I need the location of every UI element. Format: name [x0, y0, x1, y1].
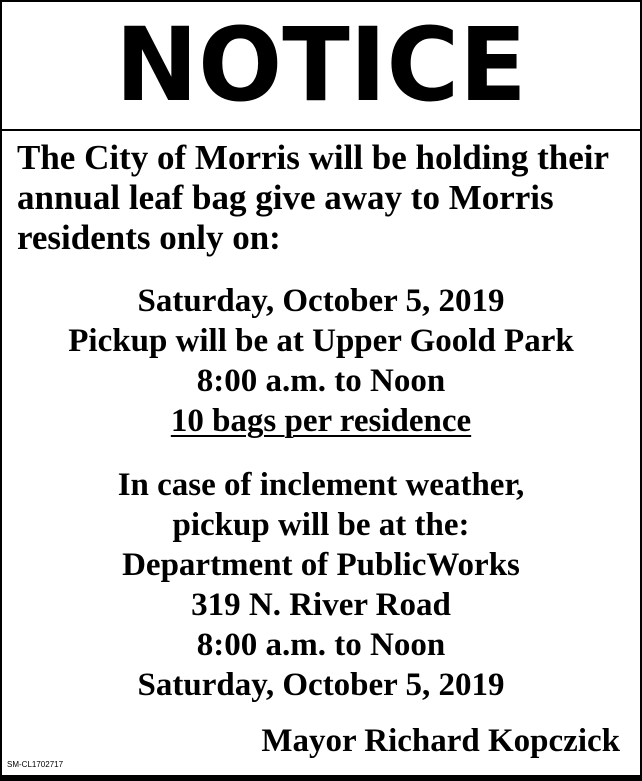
weather-line-1: In case of inclement weather, [117, 467, 525, 503]
intro-line-1: The City of Morris will be holding their [17, 138, 610, 177]
weather-details [2, 465, 640, 705]
event-date: Saturday, October 5, 2019 [137, 283, 505, 319]
event-details [2, 281, 640, 441]
event-time: 8:00 a.m. to Noon [196, 363, 446, 399]
intro-line-2: annual leaf bag give away to Morris [17, 178, 554, 217]
weather-line-2: pickup will be at the: [172, 507, 470, 543]
alternate-time: 8:00 a.m. to Noon [196, 627, 446, 663]
intro-paragraph [17, 138, 627, 258]
notice-heading: NOTICE [115, 5, 527, 125]
ad-code: SM-CL1702717 [7, 760, 64, 769]
alternate-date: Saturday, October 5, 2019 [137, 667, 505, 703]
alternate-place: Department of PublicWorks [122, 547, 520, 583]
mayor-signature: Mayor Richard Kopczick [261, 723, 620, 759]
bag-limit: 10 bags per residence [170, 403, 472, 439]
intro-line-3: residents only on: [17, 218, 281, 257]
alternate-address: 319 N. River Road [191, 587, 451, 623]
event-location: Pickup will be at Upper Goold Park [68, 323, 574, 359]
heading-divider [2, 129, 640, 131]
